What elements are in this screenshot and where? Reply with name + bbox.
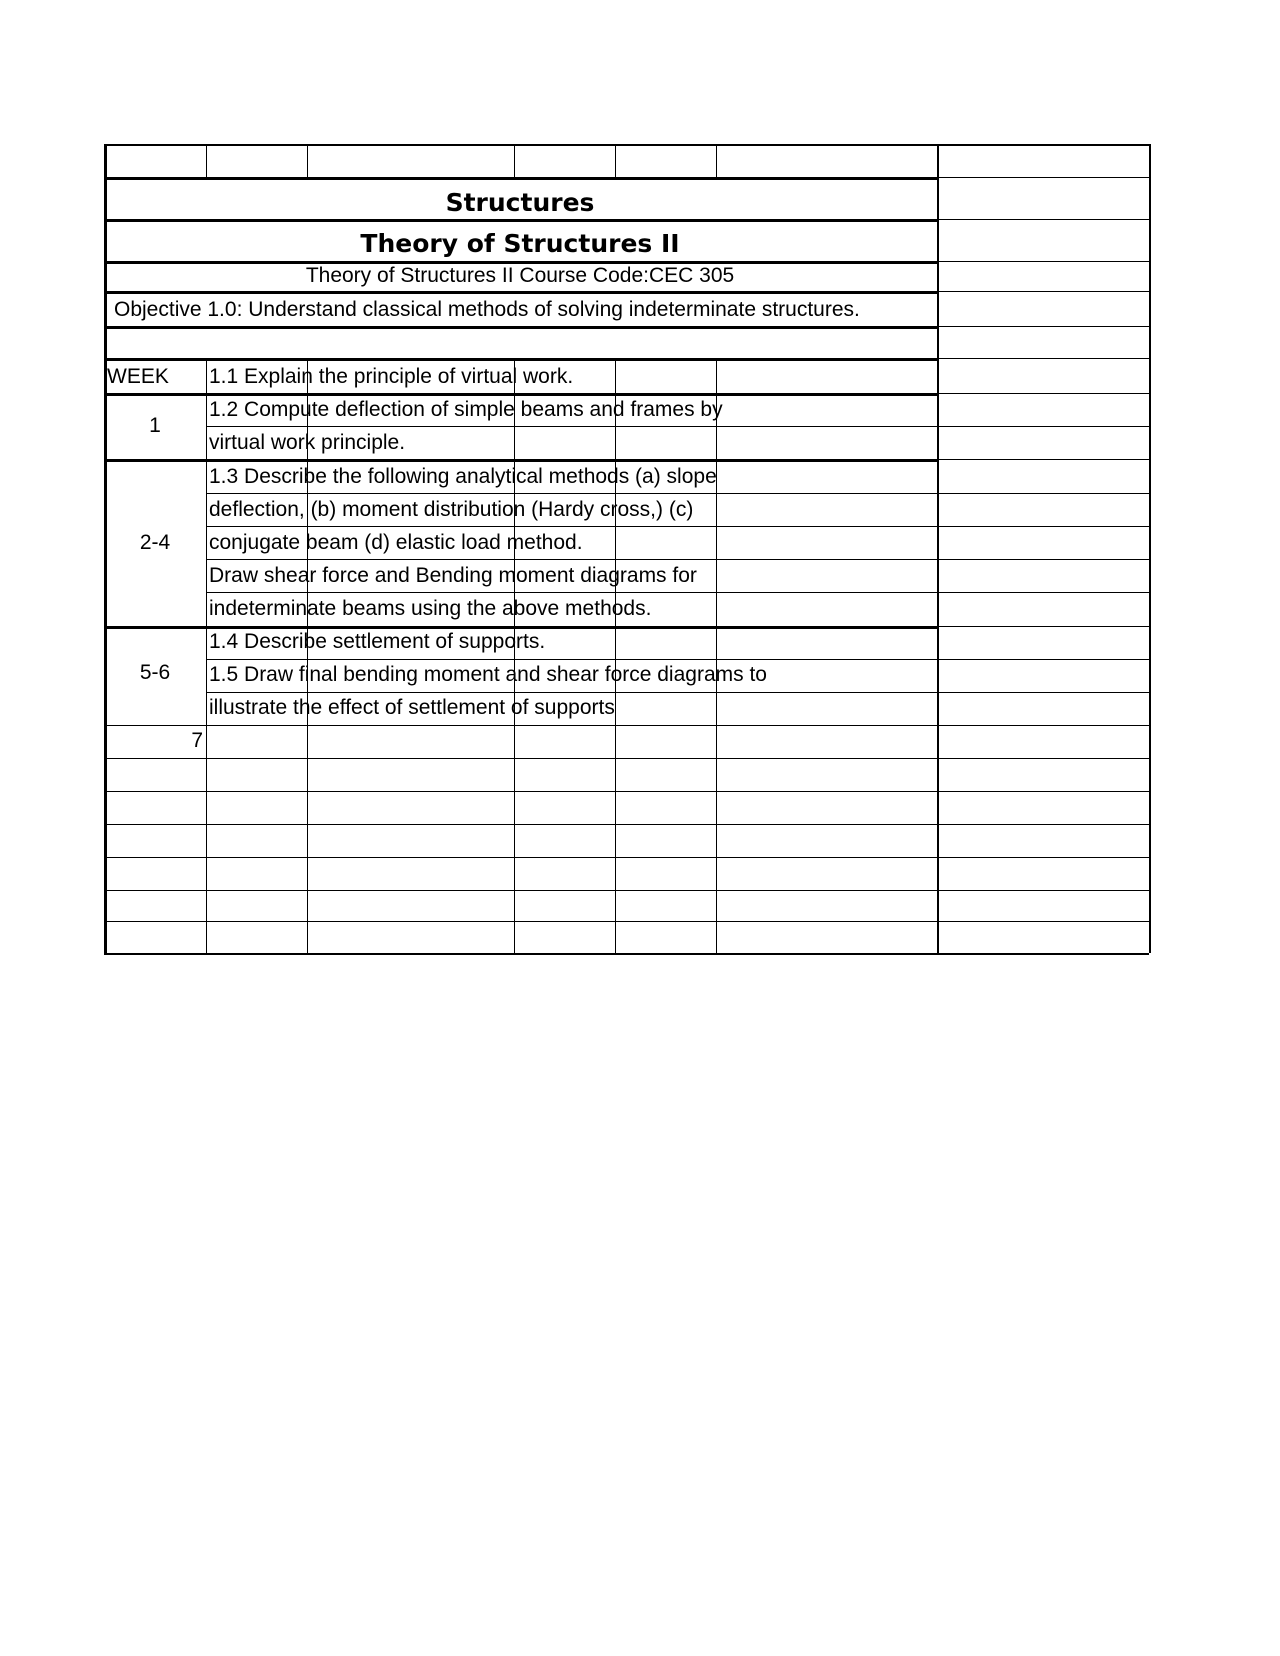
grid-hline <box>104 144 1149 146</box>
grid-hline <box>104 326 937 329</box>
week-1-line-2: virtual work principle. <box>209 431 406 454</box>
week-label-2-4: 2-4 <box>139 531 171 554</box>
grid-hline <box>104 921 1149 922</box>
week-label-1: 1 <box>149 414 161 437</box>
row-number-7: 7 <box>191 729 203 752</box>
grid-hline <box>104 219 937 222</box>
grid-hline <box>104 857 1149 858</box>
grid-hline <box>104 459 937 462</box>
grid-vline <box>514 358 515 953</box>
section-title: Structures <box>445 188 595 217</box>
grid-hline <box>104 358 937 361</box>
grid-hline <box>937 426 1149 427</box>
grid-hline <box>937 177 1149 178</box>
week-5-6-line-1: 1.4 Describe settlement of supports. <box>209 630 546 653</box>
grid-hline <box>937 358 1149 359</box>
objective-text: Objective 1.0: Understand classical methods of solving indeterminate structures. <box>114 298 860 321</box>
grid-hline <box>104 791 1149 792</box>
week-header: WEEK <box>107 365 169 388</box>
week-1-line-1: 1.2 Compute deflection of simple beams and frames by <box>209 398 723 421</box>
grid-vline <box>514 144 515 177</box>
grid-vline <box>206 144 207 177</box>
grid-hline <box>104 291 937 294</box>
course-code-line: Theory of Structures II Course Code:CEC 305 <box>305 264 735 287</box>
grid-hline <box>206 659 1149 660</box>
grid-vline <box>104 144 107 953</box>
grid-hline <box>206 559 1149 560</box>
grid-hline <box>104 177 937 180</box>
grid-hline <box>104 890 1149 891</box>
grid-hline <box>104 626 937 629</box>
grid-hline <box>206 692 1149 693</box>
course-title: Theory of Structures II <box>360 229 680 258</box>
grid-vline <box>716 358 717 953</box>
grid-vline <box>615 144 616 177</box>
week-2-4-line-5: indeterminate beams using the above methods. <box>209 597 652 620</box>
grid-hline <box>206 493 1149 494</box>
grid-vline <box>716 144 717 177</box>
week-2-4-line-1: 1.3 Describe the following analytical methods (a) slope <box>209 465 717 488</box>
grid-hline <box>104 725 1149 726</box>
grid-hline <box>937 261 1149 262</box>
grid-hline <box>937 393 1149 394</box>
grid-vline <box>1149 144 1151 953</box>
grid-hline <box>937 219 1149 220</box>
week-2-4-line-2: deflection, (b) moment distribution (Hardy cross,) (c) <box>209 498 694 521</box>
task-1-1: 1.1 Explain the principle of virtual work. <box>209 365 574 388</box>
grid-hline <box>937 326 1149 327</box>
grid-vline <box>937 144 939 953</box>
week-5-6-line-2: 1.5 Draw final bending moment and shear force diagrams to <box>209 663 767 686</box>
grid-vline <box>615 358 616 953</box>
grid-vline <box>307 144 308 177</box>
week-label-5-6: 5-6 <box>139 661 171 684</box>
grid-vline <box>206 358 207 953</box>
week-2-4-line-3: conjugate beam (d) elastic load method. <box>209 531 583 554</box>
grid-hline <box>104 953 1149 955</box>
grid-hline <box>104 393 937 396</box>
grid-hline <box>937 291 1149 292</box>
week-2-4-line-4: Draw shear force and Bending moment diagrams for <box>209 564 697 587</box>
grid-hline <box>104 824 1149 825</box>
grid-hline <box>206 526 1149 527</box>
grid-hline <box>937 626 1149 627</box>
grid-hline <box>206 426 937 427</box>
grid-hline <box>937 459 1149 460</box>
grid-hline <box>206 592 1149 593</box>
grid-hline <box>104 758 1149 759</box>
week-5-6-line-3: illustrate the effect of settlement of supports <box>209 696 615 719</box>
